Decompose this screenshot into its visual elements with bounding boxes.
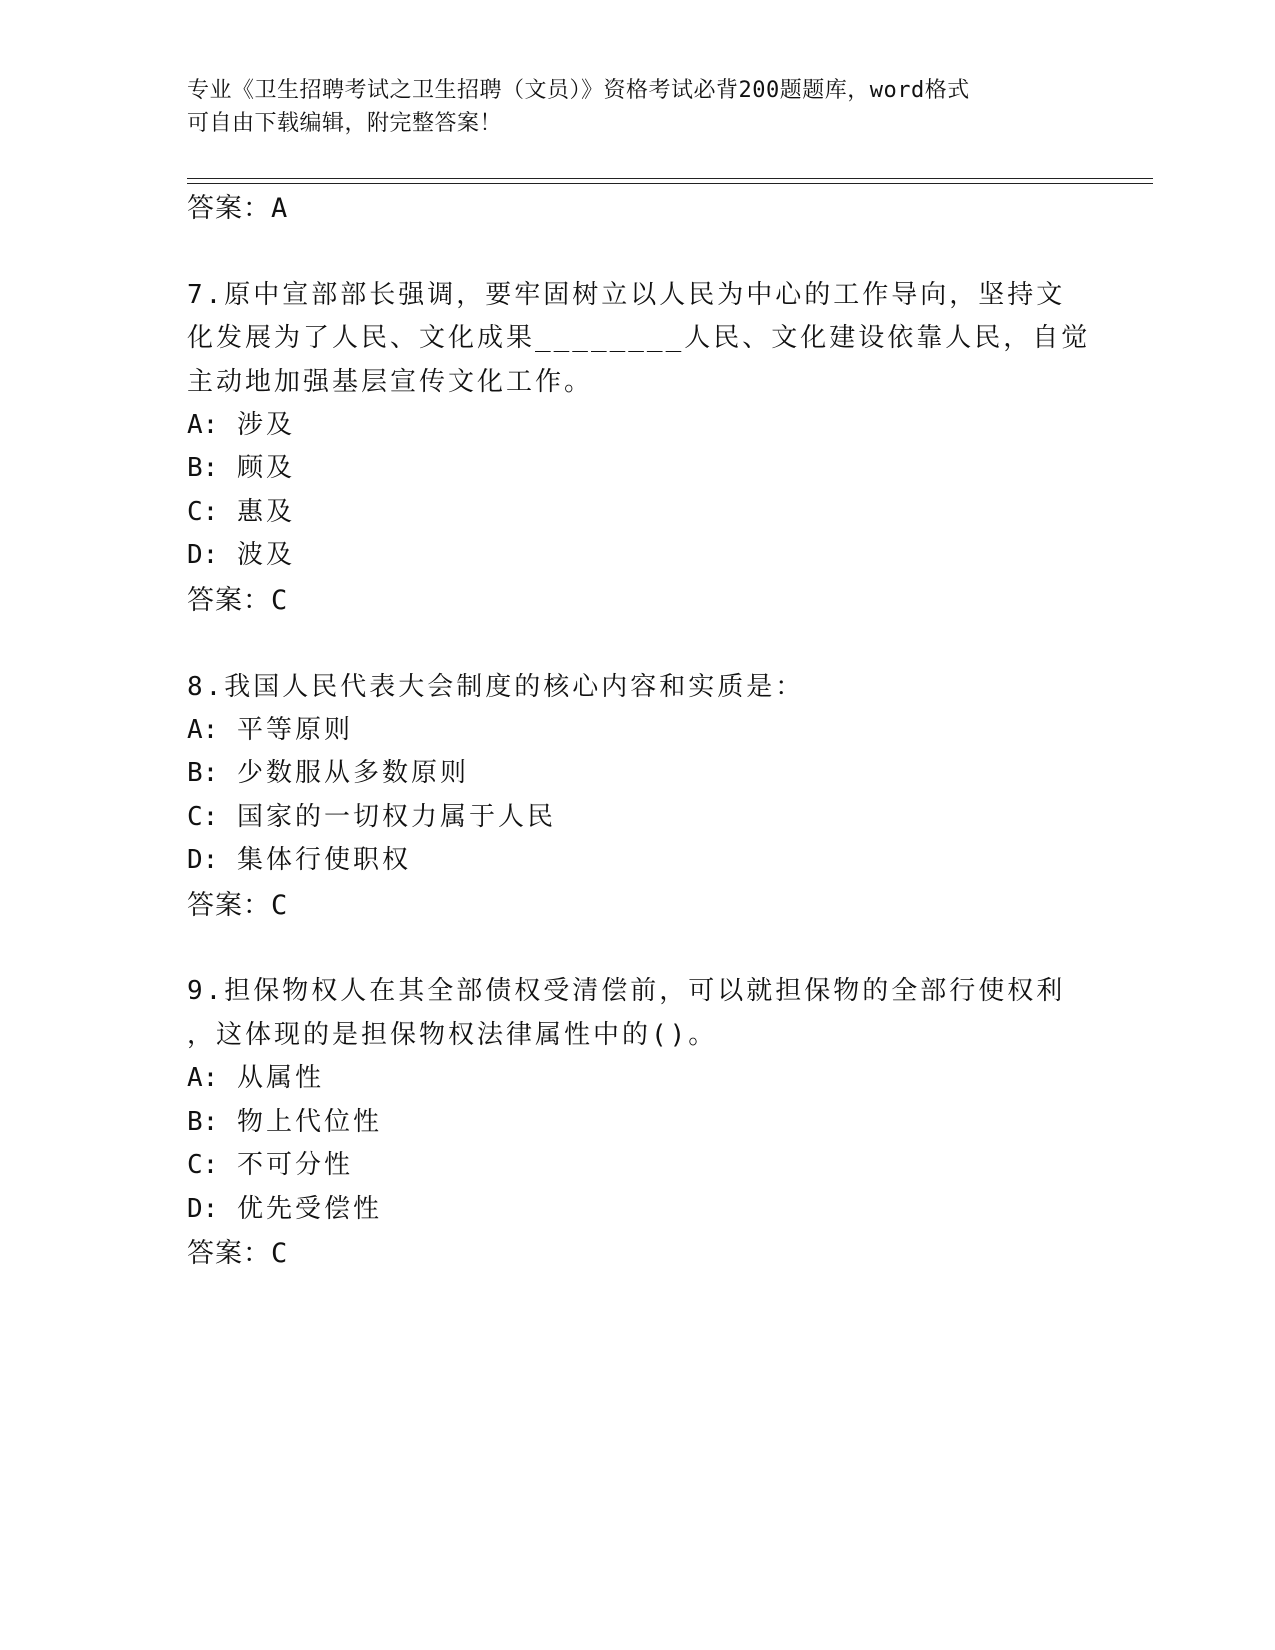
- question-7-stem-line-2: 化发展为了人民、文化成果________人民、文化建设依靠人民，自觉: [187, 323, 1091, 353]
- option-key: A:: [187, 715, 219, 745]
- answer-value: A: [271, 193, 289, 224]
- question-8-option-c: [187, 796, 556, 833]
- question-8-answer: [187, 883, 288, 922]
- option-key: B:: [187, 1107, 219, 1137]
- answer-value: C: [271, 585, 289, 616]
- option-text: 平等原则: [236, 715, 353, 745]
- option-text: 优先受偿性: [236, 1194, 382, 1224]
- answer-value: C: [271, 1238, 289, 1269]
- option-text: 涉及: [236, 410, 295, 440]
- question-8-stem-line-1: 8.我国人民代表大会制度的核心内容和实质是：: [187, 672, 805, 702]
- question-9-stem-line-1: 9.担保物权人在其全部债权受清偿前，可以就担保物的全部行使权利: [187, 976, 1066, 1006]
- header-title-line-1: 专业《卫生招聘考试之卫生招聘（文员）》资格考试必背200题题库，word格式: [187, 78, 970, 103]
- question-9-option-b: [187, 1101, 382, 1138]
- option-text: 顾及: [236, 453, 295, 483]
- option-text: 从属性: [236, 1063, 324, 1093]
- option-text: 国家的一切权力属于人民: [236, 802, 556, 832]
- question-7-option-a: [187, 404, 295, 441]
- answer-value: C: [271, 890, 289, 921]
- answer-label: 答案：: [187, 1238, 271, 1269]
- option-key: D:: [187, 845, 219, 875]
- question-8-option-a: [187, 709, 353, 746]
- option-key: C:: [187, 1150, 219, 1180]
- option-text: 少数服从多数原则: [236, 758, 469, 788]
- question-9-answer: [187, 1231, 288, 1270]
- question-8-option-d: [187, 839, 411, 876]
- option-text: 集体行使职权: [236, 845, 411, 875]
- header-divider-bottom: [187, 183, 1153, 184]
- option-text: 不可分性: [236, 1150, 353, 1180]
- option-key: D:: [187, 1194, 219, 1224]
- question-8-option-b: [187, 752, 469, 789]
- question-7-stem-line-1: 7.原中宣部部长强调，要牢固树立以人民为中心的工作导向，坚持文: [187, 280, 1066, 310]
- question-7-answer: [187, 578, 288, 617]
- question-9-option-c: [187, 1144, 353, 1181]
- question-9-option-d: [187, 1188, 382, 1225]
- document-header: [187, 74, 1067, 140]
- question-9-option-a: [187, 1057, 324, 1094]
- option-key: C:: [187, 802, 219, 832]
- header-title-line-2: 可自由下载编辑，附完整答案！: [187, 111, 503, 136]
- option-key: D:: [187, 540, 219, 570]
- option-key: B:: [187, 453, 219, 483]
- option-key: A:: [187, 410, 219, 440]
- previous-answer: [187, 186, 288, 225]
- option-key: C:: [187, 497, 219, 527]
- answer-label: 答案：: [187, 585, 271, 616]
- question-7-option-b: [187, 447, 295, 484]
- option-text: 物上代位性: [236, 1107, 382, 1137]
- option-text: 惠及: [236, 497, 295, 527]
- option-text: 波及: [236, 540, 295, 570]
- answer-label: 答案：: [187, 890, 271, 921]
- option-key: B:: [187, 758, 219, 788]
- question-9-stem-line-2: ，这体现的是担保物权法律属性中的()。: [187, 1020, 718, 1050]
- question-7-stem-line-3: 主动地加强基层宣传文化工作。: [187, 367, 594, 397]
- header-divider-top: [187, 178, 1153, 179]
- question-7-option-c: [187, 491, 295, 528]
- option-key: A:: [187, 1063, 219, 1093]
- answer-label: 答案：: [187, 193, 271, 224]
- question-7-option-d: [187, 534, 295, 571]
